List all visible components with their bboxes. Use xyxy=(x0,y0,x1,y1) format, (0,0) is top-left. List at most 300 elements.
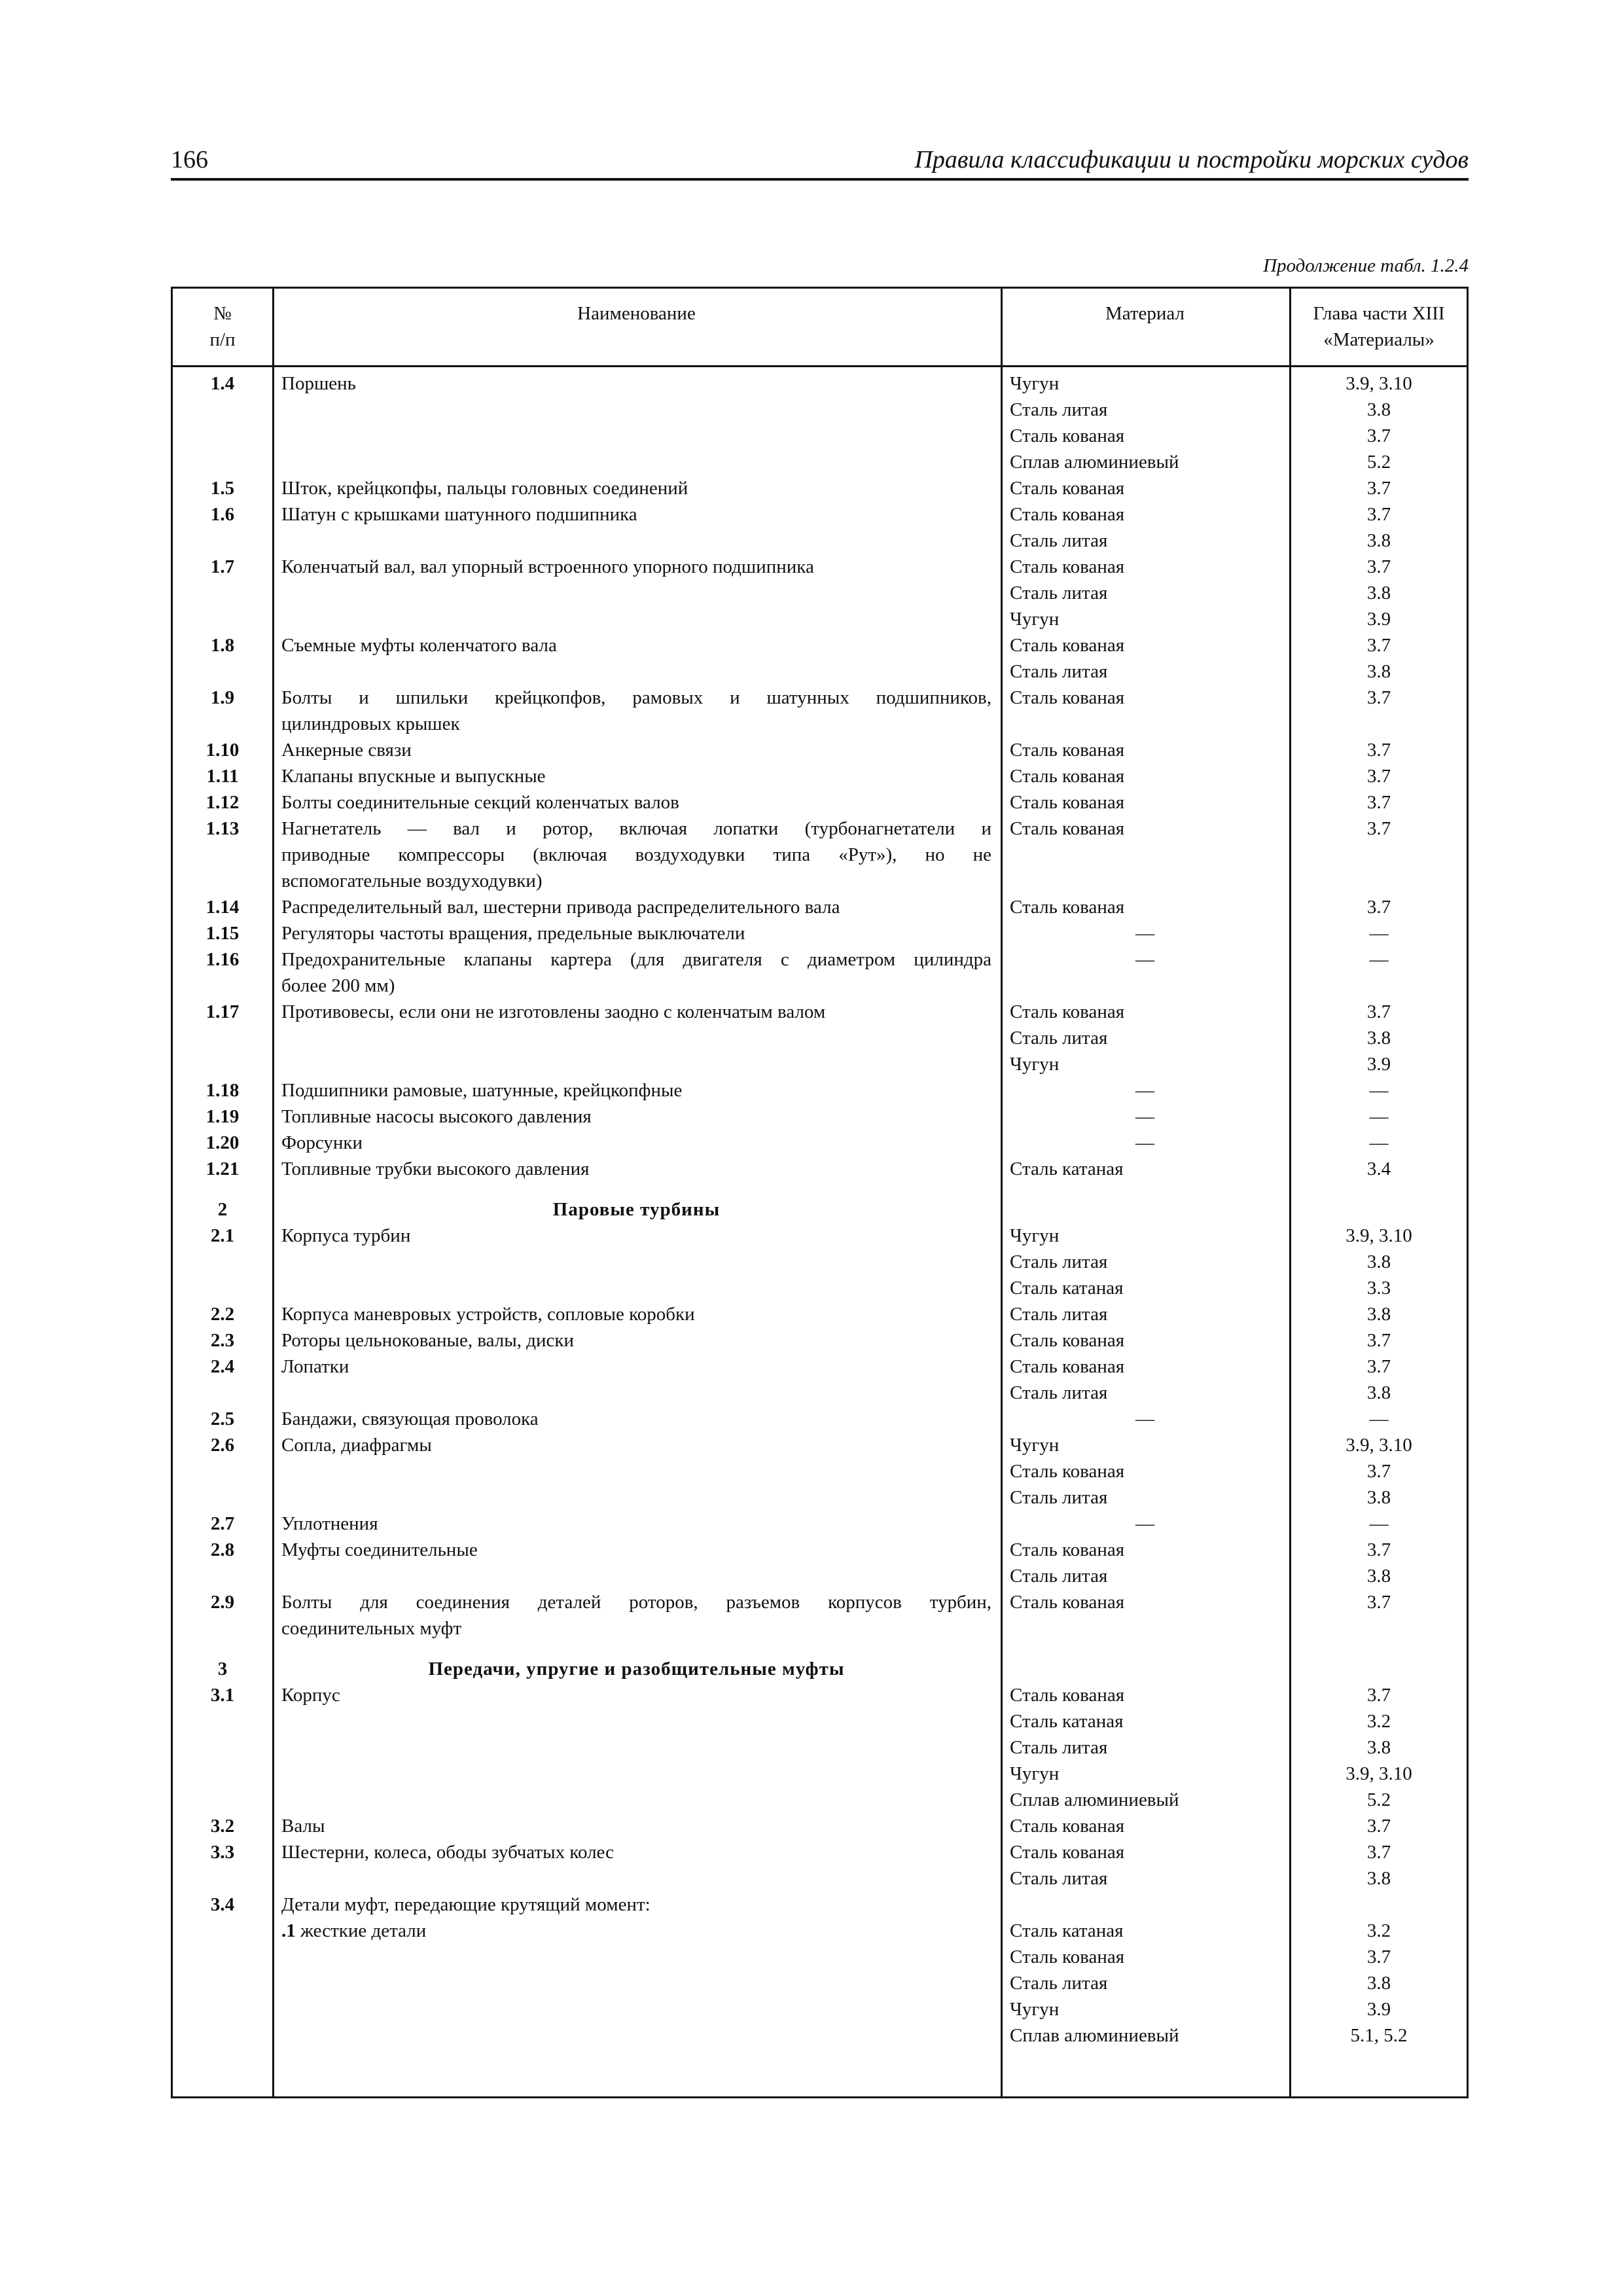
chapter-value: 5.1, 5.2 xyxy=(1350,2025,1408,2046)
name-line: Предохранительные клапаны картера (для двигателя с диаметром цилиндра xyxy=(281,949,991,970)
row-number: 3.2 xyxy=(210,1816,235,1837)
chapter-cell xyxy=(1289,554,1469,632)
chapter-value: 3.7 xyxy=(1366,1356,1391,1377)
chapter-value: 5.2 xyxy=(1366,1789,1391,1810)
material-value: — xyxy=(1135,1408,1154,1429)
chapter-value: — xyxy=(1369,923,1389,944)
material-cell xyxy=(1001,554,1289,632)
name-cell xyxy=(272,554,1001,632)
row-number: 1.12 xyxy=(205,792,240,813)
table-row xyxy=(173,501,1467,554)
chapter-value: 3.9 xyxy=(1366,1054,1391,1075)
row-number: 1.6 xyxy=(210,504,235,525)
table-row xyxy=(173,1432,1467,1511)
row-number: 1.4 xyxy=(210,373,235,394)
chapter-value: 3.2 xyxy=(1366,1920,1391,1941)
material-value: Сталь литая xyxy=(1010,1973,1108,1994)
table-row xyxy=(173,1077,1467,1103)
row-number: 2.6 xyxy=(210,1435,235,1456)
name-line: Шток, крейцкопфы, пальцы головных соединений xyxy=(281,478,688,499)
table-row xyxy=(173,894,1467,920)
row-number: 2.8 xyxy=(210,1539,235,1560)
chapter-value: 3.7 xyxy=(1366,1946,1391,1967)
name-line: Коленчатый вал, вал упорный встроенного упорного подшипника xyxy=(281,556,814,577)
material-value: Сталь кованая xyxy=(1010,818,1125,839)
chapter-value: 3.9, 3.10 xyxy=(1346,1763,1412,1784)
material-value: Сталь кованая xyxy=(1010,766,1125,787)
chapter-value: 3.9, 3.10 xyxy=(1346,373,1412,394)
material-cell xyxy=(1001,1813,1289,1839)
chapter-value: 3.7 xyxy=(1366,1461,1391,1482)
name-cell xyxy=(272,501,1001,554)
material-cell xyxy=(1001,1327,1289,1354)
material-value: Сталь кованая xyxy=(1010,1685,1125,1706)
name-cell xyxy=(272,1327,1001,1354)
chapter-cell xyxy=(1289,1406,1469,1432)
material-cell xyxy=(1001,1839,1289,1892)
chapter-cell xyxy=(1289,475,1469,501)
section-spacer xyxy=(173,1641,1467,1656)
name-line: Противовесы, если они не изготовлены заодно с коленчатым валом xyxy=(281,1001,826,1022)
row-number: 2.3 xyxy=(210,1330,235,1351)
material-value: Сталь кованая xyxy=(1010,1461,1125,1482)
chapter-cell xyxy=(1289,632,1469,685)
material-value: Сталь литая xyxy=(1010,1304,1108,1325)
material-value: Сталь кованая xyxy=(1010,635,1125,656)
material-cell xyxy=(1001,1130,1289,1156)
section-title: Паровые турбины xyxy=(552,1199,721,1220)
chapter-value: 3.8 xyxy=(1366,1487,1391,1508)
name-cell xyxy=(272,1432,1001,1511)
name-line: Нагнетатель — вал и ротор, включая лопатки (турбонагнетатели и xyxy=(281,818,991,839)
name-line: Корпуса маневровых устройств, сопловые коробки xyxy=(281,1304,695,1325)
material-cell xyxy=(1001,1077,1289,1103)
name-line: жесткие детали xyxy=(300,1920,427,1941)
section-spacer xyxy=(173,1182,1467,1196)
material-cell xyxy=(1001,920,1289,946)
name-cell xyxy=(272,1537,1001,1589)
chapter-value: 3.7 xyxy=(1366,1592,1391,1613)
material-cell xyxy=(1001,1354,1289,1406)
column-header-number: № п/п xyxy=(209,303,236,350)
material-value: Сплав алюминиевый xyxy=(1010,1789,1179,1810)
material-value: — xyxy=(1135,1132,1154,1153)
chapter-cell xyxy=(1289,1077,1469,1103)
table-row xyxy=(173,1813,1467,1839)
name-line: Съемные муфты коленчатого вала xyxy=(281,635,557,656)
material-value: Сталь кованая xyxy=(1010,740,1125,761)
chapter-value: 3.7 xyxy=(1366,1330,1391,1351)
chapter-value: 3.8 xyxy=(1366,1304,1391,1325)
name-cell xyxy=(272,1103,1001,1130)
material-cell xyxy=(1001,1432,1289,1511)
name-cell xyxy=(272,1813,1001,1839)
table-row xyxy=(173,1511,1467,1537)
material-value: Чугун xyxy=(1010,1054,1060,1075)
name-line: Болты для соединения деталей роторов, разъемов корпусов турбин, xyxy=(281,1592,991,1613)
name-line: Форсунки xyxy=(281,1132,363,1153)
material-cell xyxy=(1001,763,1289,789)
material-cell xyxy=(1001,1589,1289,1641)
row-number: 1.10 xyxy=(205,740,240,761)
chapter-cell xyxy=(1289,1130,1469,1156)
chapter-cell xyxy=(1289,685,1469,737)
chapter-value: 3.8 xyxy=(1366,583,1391,603)
chapter-cell xyxy=(1289,816,1469,894)
material-value: Сплав алюминиевый xyxy=(1010,452,1179,473)
name-cell xyxy=(272,999,1001,1077)
name-line: Роторы цельнокованые, валы, диски xyxy=(281,1330,574,1351)
chapter-value: 3.9 xyxy=(1366,1999,1391,2020)
name-cell xyxy=(272,1918,1001,2049)
row-number: 3.4 xyxy=(210,1894,235,1915)
chapter-cell xyxy=(1289,999,1469,1077)
name-line: Муфты соединительные xyxy=(281,1539,478,1560)
chapter-value: 3.8 xyxy=(1366,1868,1391,1889)
material-value: Сталь литая xyxy=(1010,1028,1108,1049)
chapter-value: 3.7 xyxy=(1366,740,1391,761)
chapter-value: 3.7 xyxy=(1366,766,1391,787)
section-row xyxy=(173,1196,1467,1223)
name-cell xyxy=(272,475,1001,501)
chapter-value: 3.3 xyxy=(1366,1278,1391,1299)
chapter-cell xyxy=(1289,946,1469,999)
name-cell xyxy=(272,1839,1001,1892)
table-row xyxy=(173,1839,1467,1892)
name-line: Корпуса турбин xyxy=(281,1225,411,1246)
row-number: 1.5 xyxy=(210,478,235,499)
row-number: 1.14 xyxy=(205,897,240,918)
section-row xyxy=(173,1656,1467,1682)
name-cell xyxy=(272,1589,1001,1641)
chapter-value: 5.2 xyxy=(1366,452,1391,473)
name-line: Анкерные связи xyxy=(281,740,412,761)
material-value: — xyxy=(1135,1513,1154,1534)
name-cell xyxy=(272,816,1001,894)
material-value: Сталь кованая xyxy=(1010,1842,1125,1863)
column-header-chapter: Глава части XIII «Материалы» xyxy=(1313,303,1445,350)
chapter-value: 3.7 xyxy=(1366,504,1391,525)
name-line: Лопатки xyxy=(281,1356,349,1377)
chapter-cell xyxy=(1289,370,1469,475)
name-cell xyxy=(272,1511,1001,1537)
row-number: 1.17 xyxy=(205,1001,240,1022)
material-value: Чугун xyxy=(1010,1435,1060,1456)
chapter-value: 3.9, 3.10 xyxy=(1346,1435,1412,1456)
chapter-cell xyxy=(1289,1892,1469,1918)
material-value: Сталь кованая xyxy=(1010,504,1125,525)
material-cell xyxy=(1001,475,1289,501)
table-row xyxy=(173,737,1467,763)
material-cell xyxy=(1001,632,1289,685)
material-value: Сталь кованая xyxy=(1010,1816,1125,1837)
chapter-cell xyxy=(1289,1813,1469,1839)
table-row xyxy=(173,763,1467,789)
row-number: 1.7 xyxy=(210,556,235,577)
chapter-value: 3.8 xyxy=(1366,1028,1391,1049)
material-value: Сталь кованая xyxy=(1010,1330,1125,1351)
name-line: Шатун с крышками шатунного подшипника xyxy=(281,504,637,525)
name-line: Поршень xyxy=(281,373,356,394)
name-line: Топливные насосы высокого давления xyxy=(281,1106,592,1127)
name-cell xyxy=(272,632,1001,685)
name-line: Подшипники рамовые, шатунные, крейцкопфные xyxy=(281,1080,683,1101)
page-header xyxy=(171,144,1469,181)
table-row xyxy=(173,475,1467,501)
table-continuation-caption: Продолжение табл. 1.2.4 xyxy=(1263,255,1469,276)
row-number: 1.16 xyxy=(205,949,240,970)
chapter-value: 3.8 xyxy=(1366,1566,1391,1587)
name-cell xyxy=(272,920,1001,946)
chapter-cell xyxy=(1289,1196,1469,1223)
row-number: 2.1 xyxy=(210,1225,235,1246)
name-line: Уплотнения xyxy=(281,1513,378,1534)
table-row xyxy=(173,789,1467,816)
row-number: 1.18 xyxy=(205,1080,240,1101)
name-cell xyxy=(272,1130,1001,1156)
material-value: Сталь литая xyxy=(1010,583,1108,603)
material-value: Сталь литая xyxy=(1010,1737,1108,1758)
chapter-value: 3.7 xyxy=(1366,1842,1391,1863)
material-value: Сталь литая xyxy=(1010,661,1108,682)
material-value: Сталь кованая xyxy=(1010,425,1125,446)
material-value: Сталь катаная xyxy=(1010,1920,1124,1941)
name-cell xyxy=(272,1892,1001,1918)
name-line: Валы xyxy=(281,1816,325,1837)
material-cell xyxy=(1001,1406,1289,1432)
material-value: Чугун xyxy=(1010,609,1060,630)
material-value: Сталь кованая xyxy=(1010,1539,1125,1560)
section-title: Передачи, упругие и разобщительные муфты xyxy=(428,1659,845,1679)
chapter-value: 3.8 xyxy=(1366,1251,1391,1272)
material-value: Сталь кованая xyxy=(1010,687,1125,708)
material-value: Сталь литая xyxy=(1010,399,1108,420)
table-row xyxy=(173,554,1467,632)
name-cell xyxy=(272,1682,1001,1813)
table-row xyxy=(173,1354,1467,1406)
chapter-value: — xyxy=(1369,1080,1389,1101)
chapter-cell xyxy=(1289,1354,1469,1406)
chapter-value: — xyxy=(1369,1408,1389,1429)
table-row xyxy=(173,816,1467,894)
material-value: Сталь кованая xyxy=(1010,556,1125,577)
chapter-value: 3.4 xyxy=(1366,1158,1391,1179)
name-cell xyxy=(272,1077,1001,1103)
materials-table xyxy=(171,287,1469,2098)
material-cell xyxy=(1001,737,1289,763)
row-number: 1.8 xyxy=(210,635,235,656)
material-cell xyxy=(1001,1156,1289,1182)
row-number: 1.11 xyxy=(206,766,239,787)
material-value: Сталь катаная xyxy=(1010,1278,1124,1299)
chapter-cell xyxy=(1289,1589,1469,1641)
chapter-value: 3.7 xyxy=(1366,425,1391,446)
table-row xyxy=(173,1327,1467,1354)
chapter-cell xyxy=(1289,1682,1469,1813)
chapter-cell xyxy=(1289,1918,1469,2049)
material-cell xyxy=(1001,999,1289,1077)
chapter-cell xyxy=(1289,920,1469,946)
name-line: Детали муфт, передающие крутящий момент: xyxy=(281,1894,651,1915)
name-line: более 200 мм) xyxy=(281,975,395,996)
material-value: Сталь литая xyxy=(1010,1566,1108,1587)
name-cell xyxy=(272,946,1001,999)
material-value: Чугун xyxy=(1010,373,1060,394)
chapter-cell xyxy=(1289,1223,1469,1301)
name-cell xyxy=(272,789,1001,816)
name-line: Болты и шпильки крейцкопфов, рамовых и шатунных подшипников, xyxy=(281,687,991,708)
chapter-cell xyxy=(1289,1103,1469,1130)
material-value: Сплав алюминиевый xyxy=(1010,2025,1179,2046)
chapter-cell xyxy=(1289,737,1469,763)
material-cell xyxy=(1001,370,1289,475)
row-number: 1.19 xyxy=(205,1106,240,1127)
material-value: Сталь кованая xyxy=(1010,792,1125,813)
name-cell xyxy=(272,685,1001,737)
material-value: Чугун xyxy=(1010,1225,1060,1246)
material-value: Сталь катаная xyxy=(1010,1711,1124,1732)
name-cell xyxy=(272,370,1001,475)
table-row xyxy=(173,1103,1467,1130)
material-value: Сталь кованая xyxy=(1010,1592,1125,1613)
material-cell xyxy=(1001,1301,1289,1327)
row-number: 2.4 xyxy=(210,1356,235,1377)
name-line: Регуляторы частоты вращения, предельные выключатели xyxy=(281,923,745,944)
chapter-value: 3.7 xyxy=(1366,1685,1391,1706)
table-row xyxy=(173,1406,1467,1432)
material-value: Сталь литая xyxy=(1010,1251,1108,1272)
material-cell xyxy=(1001,894,1289,920)
name-line: приводные компрессоры (включая воздуходувки типа «Рут»), но не xyxy=(281,844,991,865)
name-line: Топливные трубки высокого давления xyxy=(281,1158,590,1179)
section-number: 2 xyxy=(217,1199,228,1220)
sub-item-number: .1 xyxy=(281,1920,296,1941)
name-cell xyxy=(272,1406,1001,1432)
name-line: вспомогательные воздуходувки) xyxy=(281,870,543,891)
chapter-value: 3.8 xyxy=(1366,1382,1391,1403)
name-cell xyxy=(272,1223,1001,1301)
material-value: — xyxy=(1135,1080,1154,1101)
material-cell xyxy=(1001,1511,1289,1537)
material-cell xyxy=(1001,946,1289,999)
material-cell xyxy=(1001,789,1289,816)
chapter-value: 3.8 xyxy=(1366,399,1391,420)
material-cell xyxy=(1001,685,1289,737)
column-header-material: Материал xyxy=(1105,303,1185,324)
table-row xyxy=(173,1918,1467,2049)
table-row xyxy=(173,946,1467,999)
name-cell xyxy=(272,763,1001,789)
chapter-value: 3.8 xyxy=(1366,1737,1391,1758)
name-line: Распределительный вал, шестерни привода распределительного вала xyxy=(281,897,840,918)
material-value: — xyxy=(1135,949,1154,970)
row-number: 3.1 xyxy=(210,1685,235,1706)
chapter-value: — xyxy=(1369,1132,1389,1153)
header-separator xyxy=(173,365,1467,367)
name-line-wrapper xyxy=(281,1918,991,1944)
chapter-value: 3.7 xyxy=(1366,818,1391,839)
row-number: 1.21 xyxy=(205,1158,240,1179)
chapter-cell xyxy=(1289,789,1469,816)
chapter-value: 3.7 xyxy=(1366,478,1391,499)
material-cell xyxy=(1001,1656,1289,1682)
chapter-cell xyxy=(1289,894,1469,920)
name-line: Бандажи, связующая проволока xyxy=(281,1408,539,1429)
chapter-value: 3.9, 3.10 xyxy=(1346,1225,1412,1246)
table-row xyxy=(173,1537,1467,1589)
page-number: 166 xyxy=(171,146,208,173)
chapter-value: 3.9 xyxy=(1366,609,1391,630)
material-cell xyxy=(1001,816,1289,894)
name-cell xyxy=(272,1156,1001,1182)
material-cell xyxy=(1001,501,1289,554)
chapter-value: — xyxy=(1369,949,1389,970)
material-cell xyxy=(1001,1682,1289,1813)
chapter-value: 3.8 xyxy=(1366,1973,1391,1994)
material-value: Сталь кованая xyxy=(1010,478,1125,499)
chapter-value: 3.7 xyxy=(1366,687,1391,708)
table-row xyxy=(173,920,1467,946)
table-row xyxy=(173,1223,1467,1301)
section-number: 3 xyxy=(217,1659,228,1679)
chapter-value: — xyxy=(1369,1106,1389,1127)
chapter-value: 3.7 xyxy=(1366,1816,1391,1837)
material-value: Сталь кованая xyxy=(1010,897,1125,918)
chapter-value: 3.7 xyxy=(1366,792,1391,813)
name-line: Клапаны впускные и выпускные xyxy=(281,766,546,787)
name-cell xyxy=(272,737,1001,763)
table-row xyxy=(173,999,1467,1077)
table-row xyxy=(173,632,1467,685)
chapter-value: 3.2 xyxy=(1366,1711,1391,1732)
name-line: соединительных муфт xyxy=(281,1618,462,1639)
chapter-value: 3.7 xyxy=(1366,635,1391,656)
chapter-value: 3.8 xyxy=(1366,661,1391,682)
row-number: 1.9 xyxy=(210,687,235,708)
material-value: Чугун xyxy=(1010,1763,1060,1784)
name-line: Сопла, диафрагмы xyxy=(281,1435,432,1456)
chapter-cell xyxy=(1289,1432,1469,1511)
chapter-cell xyxy=(1289,1156,1469,1182)
material-cell xyxy=(1001,1223,1289,1301)
material-value: Сталь литая xyxy=(1010,1868,1108,1889)
table-row xyxy=(173,1682,1467,1813)
chapter-value: 3.7 xyxy=(1366,1001,1391,1022)
running-title: Правила классификации и постройки морских судов xyxy=(914,146,1469,173)
material-cell xyxy=(1001,1196,1289,1223)
name-cell xyxy=(272,1354,1001,1406)
table-row xyxy=(173,1156,1467,1182)
row-number: 1.15 xyxy=(205,923,240,944)
chapter-cell xyxy=(1289,501,1469,554)
chapter-cell xyxy=(1289,1511,1469,1537)
material-value: Чугун xyxy=(1010,1999,1060,2020)
row-number: 2.7 xyxy=(210,1513,235,1534)
chapter-value: 3.7 xyxy=(1366,897,1391,918)
table-row xyxy=(173,1892,1467,1918)
material-value: — xyxy=(1135,923,1154,944)
material-value: Сталь кованая xyxy=(1010,1946,1125,1967)
name-line: Шестерни, колеса, ободы зубчатых колес xyxy=(281,1842,615,1863)
name-line: цилиндровых крышек xyxy=(281,713,460,734)
chapter-cell xyxy=(1289,1537,1469,1589)
material-value: Сталь литая xyxy=(1010,1487,1108,1508)
table-row xyxy=(173,1301,1467,1327)
table-row xyxy=(173,685,1467,737)
chapter-cell xyxy=(1289,1656,1469,1682)
material-value: Сталь кованая xyxy=(1010,1356,1125,1377)
material-cell xyxy=(1001,1103,1289,1130)
